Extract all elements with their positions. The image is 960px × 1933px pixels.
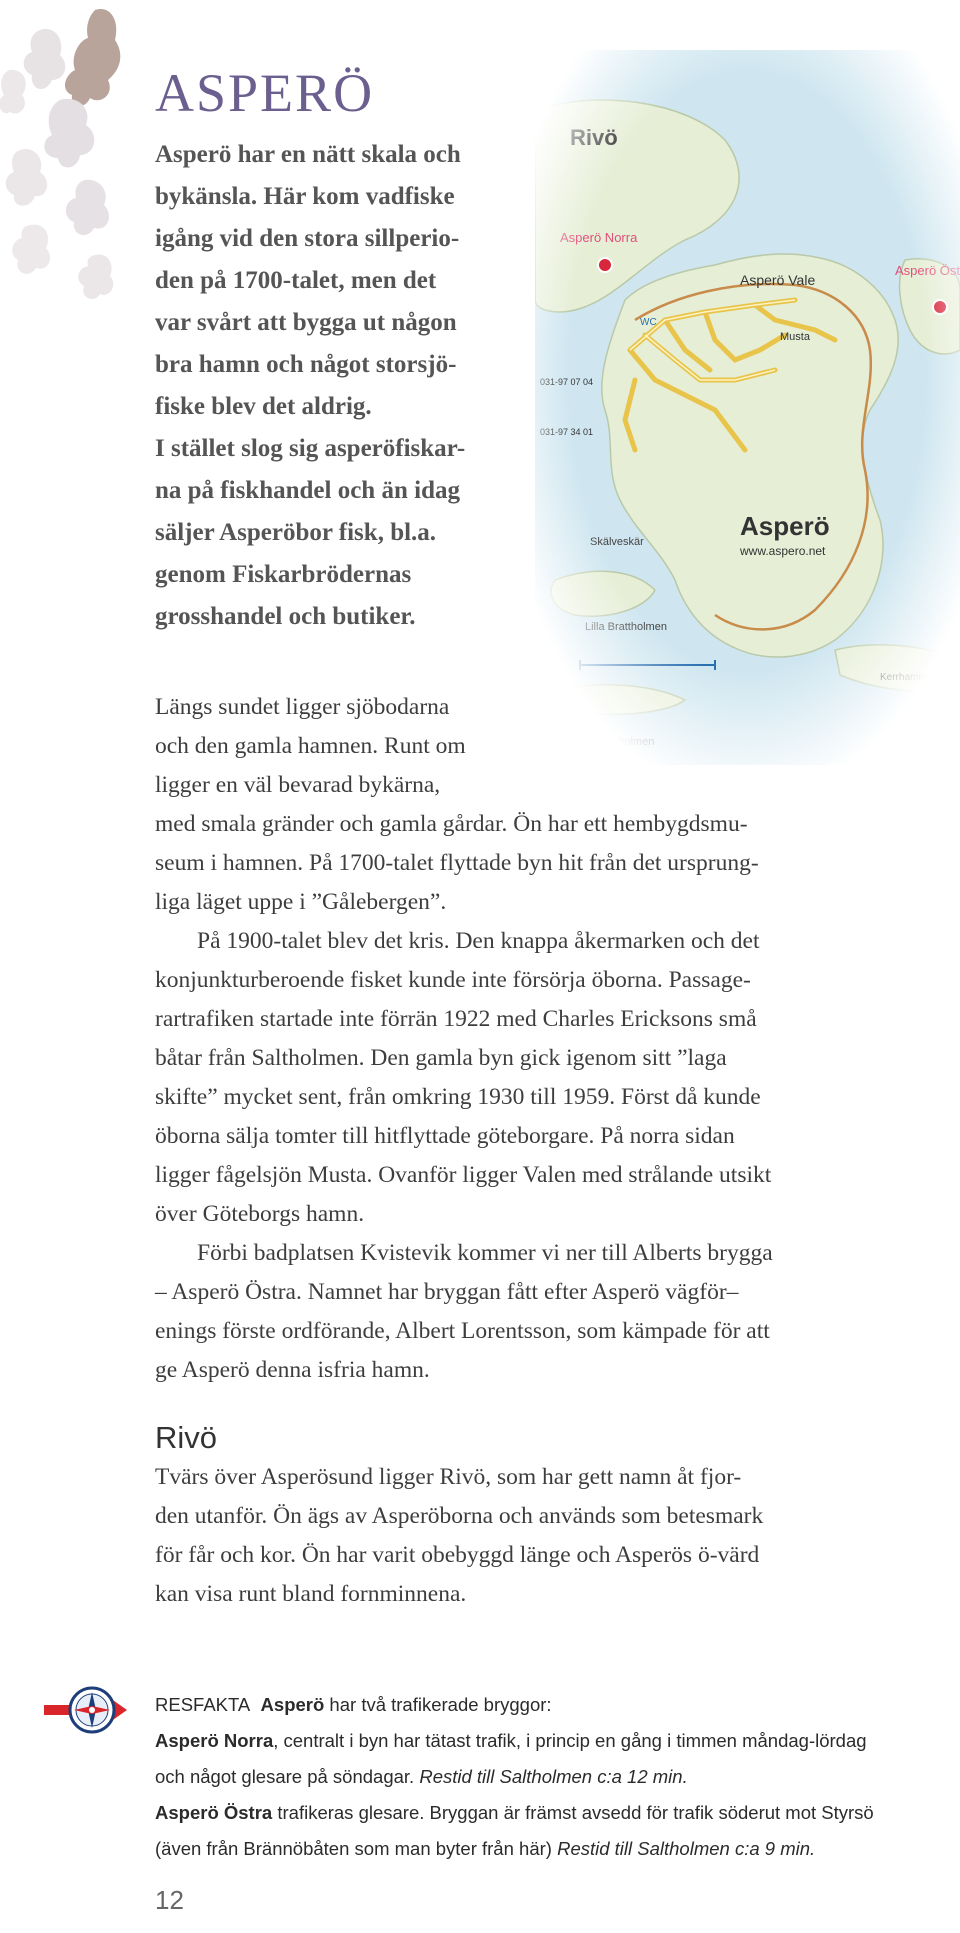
resfakta-ostra-text2: (även från Brännöbåten som man byter från här)	[155, 1838, 558, 1859]
intro-text	[155, 688, 875, 1390]
text-line: kan visa runt bland fornminnena.	[155, 1581, 467, 1607]
text-line: över Göteborgs hamn.	[155, 1201, 365, 1227]
lead-line: Asperö har en nätt skala och	[155, 141, 461, 168]
text-line: Tvärs över Asperösund ligger Rivö, som har gett namn åt fjor-	[155, 1464, 742, 1490]
text-line: – Asperö Östra. Namnet har bryggan fått efter Asperö vägför–	[155, 1279, 739, 1305]
section-heading-rivo: Rivö	[155, 1420, 218, 1455]
lead-line: säljer Asperöbor fisk, bl.a.	[155, 519, 437, 546]
text-line: konjunkturberoende fisket kunde inte försörja öborna. Passage-	[155, 967, 751, 993]
lead-line: bra hamn och något storsjö-	[155, 351, 457, 378]
lead-line: I stället slog sig asperöfiskar-	[155, 435, 466, 462]
resfakta-line-5	[155, 1831, 895, 1867]
lead-line: den på 1700-talet, men det	[155, 267, 437, 294]
text-line: med smala gränder och gamla gårdar. Ön har ett hembygdsmu-	[155, 811, 748, 837]
resfakta-line-3	[155, 1759, 895, 1795]
text-line: ligger en väl bevarad bykärna,	[155, 772, 441, 798]
resfakta-norra-time: Restid till Saltholmen c:a 12 min.	[419, 1766, 688, 1787]
resfakta-ostra-name: Asperö Östra	[155, 1802, 273, 1823]
resfakta-line-4	[155, 1795, 895, 1831]
text-line: rartrafiken startade inte förrän 1922 med Charles Ericksons små	[155, 1006, 757, 1032]
resfakta-ostra-time: Restid till Saltholmen c:a 9 min.	[557, 1838, 816, 1859]
island-map	[535, 50, 960, 765]
text-line: och den gamla hamnen. Runt om	[155, 733, 466, 759]
text-line: seum i hamnen. På 1700-talet flyttade byn hit från det ursprung-	[155, 850, 759, 876]
text-line: öborna sälja tomter till hitflyttade göteborgare. På norra sidan	[155, 1123, 735, 1149]
resfakta-lead-rest: har två trafikerade bryggor:	[324, 1694, 552, 1715]
page-number: 12	[155, 1885, 184, 1915]
resfakta-norra-text2: och något glesare på söndagar.	[155, 1766, 420, 1787]
resfakta-line-1	[155, 1687, 895, 1723]
lead-line: var svårt att bygga ut någon	[155, 309, 457, 336]
text-line: för får och kor. Ön har varit obebyggd länge och Asperös ö-värd	[155, 1542, 760, 1568]
resfakta-ostra-text: trafikeras glesare. Bryggan är främst avsedd för trafik söderut mot Styrsö	[272, 1802, 874, 1823]
lead-line: fiske blev det aldrig.	[155, 393, 372, 420]
lead-line: igång vid den stora sillperio-	[155, 225, 460, 252]
text-line: båtar från Saltholmen. Den gamla byn gick igenom sitt ”laga	[155, 1045, 727, 1071]
text-line: Längs sundet ligger sjöbodarna	[155, 694, 450, 720]
compass-arrow-icon	[42, 1680, 142, 1740]
text-line: Förbi badplatsen Kvistevik kommer vi ner till Alberts brygga	[197, 1240, 773, 1266]
map-edge-fade	[535, 50, 960, 765]
text-line: liga läget uppe i ”Gålebergen”.	[155, 889, 447, 915]
island-silhouette-decoration	[0, 0, 150, 330]
resfakta-norra-text: , centralt i byn har tätast trafik, i princip en gång i timmen måndag-lördag	[273, 1730, 867, 1751]
text-line: enings förste ordförande, Albert Lorentsson, som kämpade för att	[155, 1318, 770, 1344]
lead-line: bykänsla. Här kom vadfiske	[155, 183, 455, 210]
resfakta-norra-name: Asperö Norra	[155, 1730, 274, 1751]
text-line: ge Asperö denna isfria hamn.	[155, 1357, 430, 1383]
text-line: På 1900-talet blev det kris. Den knappa åkermarken och det	[197, 928, 760, 954]
text-line: den utanför. Ön ägs av Asperöborna och används som betesmark	[155, 1503, 764, 1529]
text-line: skifte” mycket sent, från omkring 1930 till 1959. Först då kunde	[155, 1084, 761, 1110]
lead-line: na på fiskhandel och än idag	[155, 477, 460, 504]
text-line: ligger fågelsjön Musta. Ovanför ligger Valen med strålande utsikt	[155, 1162, 772, 1188]
resfakta-box	[155, 1687, 895, 1867]
lead-paragraph	[155, 134, 530, 638]
page-title: ASPERÖ	[155, 63, 375, 123]
resfakta-line-2	[155, 1723, 895, 1759]
lead-line: grosshandel och butiker.	[155, 603, 416, 630]
resfakta-lead-name: Asperö	[260, 1694, 325, 1715]
resfakta-label: RESFAKTA	[155, 1694, 251, 1715]
lead-line: genom Fiskarbrödernas	[155, 561, 412, 588]
rivo-text	[155, 1458, 875, 1614]
